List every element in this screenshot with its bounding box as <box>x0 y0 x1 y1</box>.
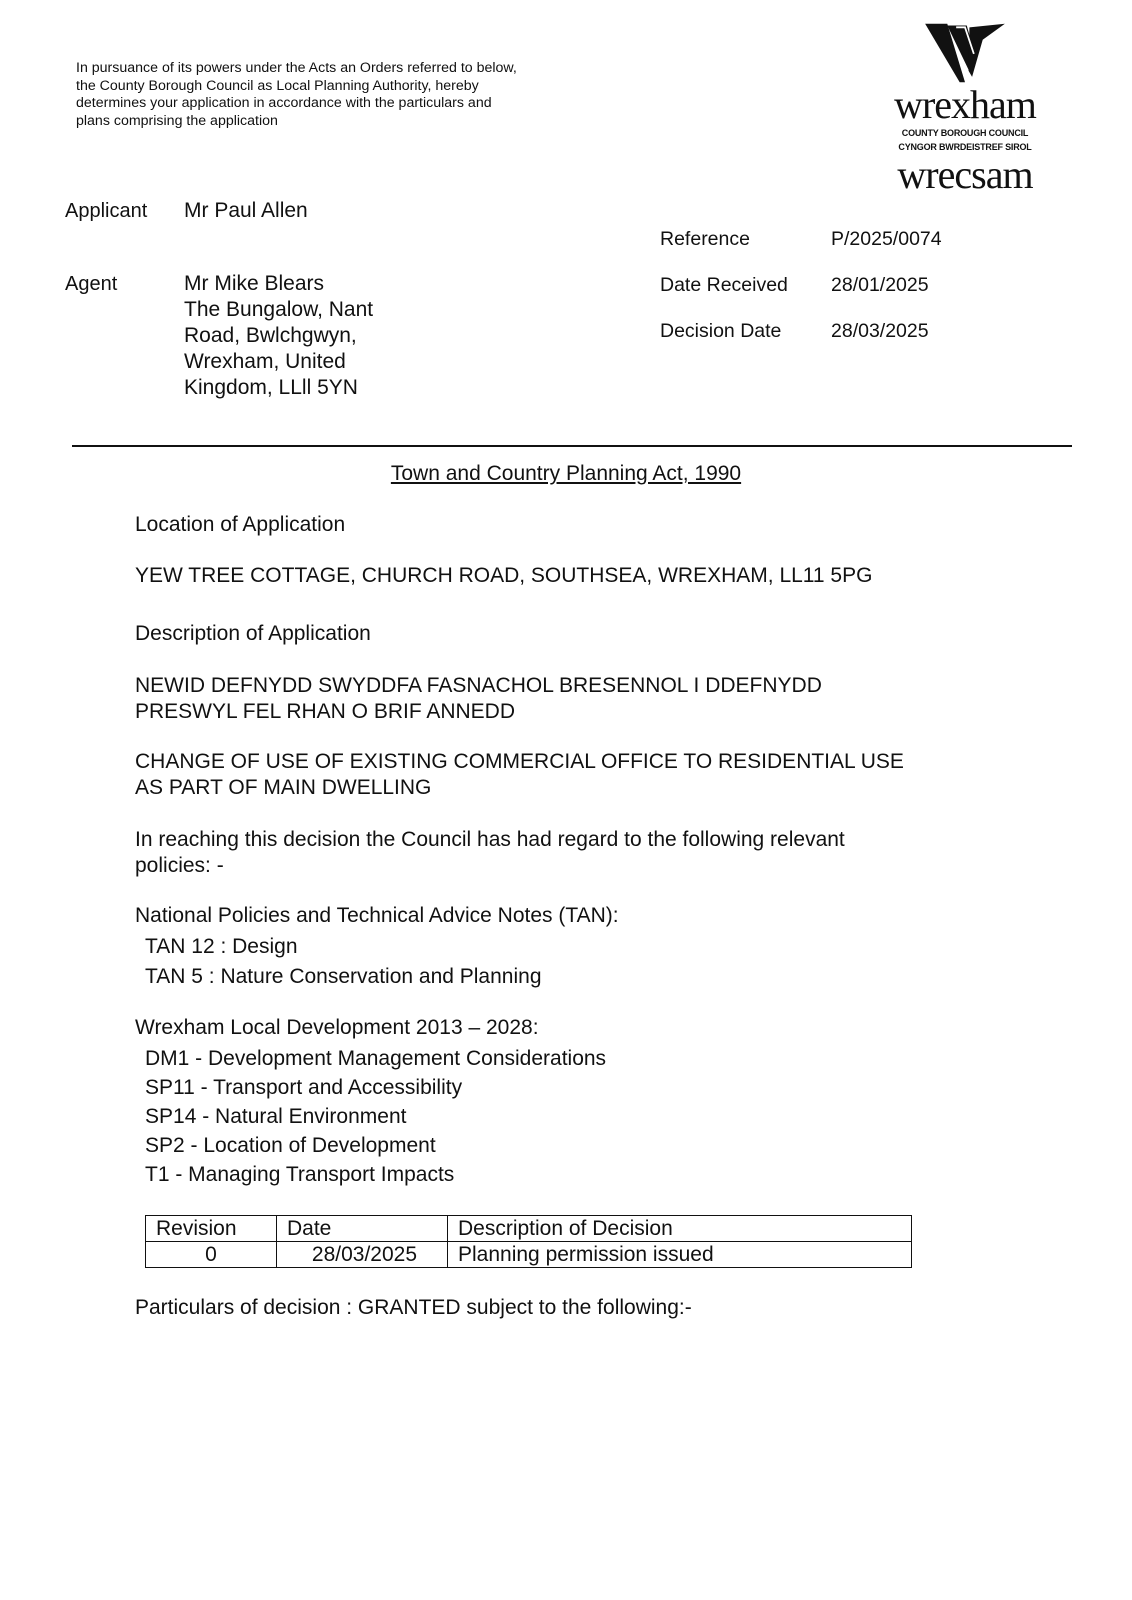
cell-description: Planning permission issued <box>448 1242 912 1268</box>
applicant-value: Mr Paul Allen <box>184 199 308 222</box>
act-title <box>0 461 1132 487</box>
table-header-row <box>146 1216 912 1242</box>
decision-table <box>145 1215 912 1268</box>
regard-line: In reaching this decision the Council has had regard to the following relevant <box>135 828 845 851</box>
national-policies-heading: National Policies and Technical Advice Notes (TAN): <box>135 904 619 927</box>
logo-name-en: wrexham <box>894 82 1036 127</box>
policy-item: T1 - Managing Transport Impacts <box>145 1163 455 1186</box>
policy-item: TAN 5 : Nature Conservation and Planning <box>145 965 542 988</box>
description-welsh <box>135 673 822 725</box>
intro-text: In pursuance of its powers under the Acts an Orders referred to below, the County Borough Council as Local Planning Authority, hereby determines your application in accordance with the particulars and plans comprising the application <box>76 60 517 129</box>
logo-line2: CYNGOR BWRDEISTREF SIROL <box>898 142 1032 152</box>
divider <box>72 445 1072 447</box>
w-emblem-icon <box>915 22 1015 84</box>
date-received-label: Date Received <box>660 274 788 296</box>
logo-line1: COUNTY BOROUGH COUNCIL <box>901 128 1029 138</box>
table-row <box>146 1242 912 1268</box>
applicant-label: Applicant <box>65 200 148 222</box>
policy-item: TAN 12 : Design <box>145 935 298 958</box>
agent-line: Kingdom, LLll 5YN <box>184 376 358 399</box>
description-line: CHANGE OF USE OF EXISTING COMMERCIAL OFFICE TO RESIDENTIAL USE <box>135 750 904 773</box>
policy-item: SP2 - Location of Development <box>145 1134 436 1157</box>
description-english <box>135 749 904 801</box>
location-value: YEW TREE COTTAGE, CHURCH ROAD, SOUTHSEA, WREXHAM, LL11 5PG <box>135 564 873 587</box>
local-policies-heading: Wrexham Local Development 2013 – 2028: <box>135 1016 539 1039</box>
particulars-of-decision: Particulars of decision : GRANTED subject to the following:- <box>135 1296 692 1319</box>
description-line: AS PART OF MAIN DWELLING <box>135 776 432 799</box>
policy-item: SP14 - Natural Environment <box>145 1105 407 1128</box>
date-received-value: 28/01/2025 <box>831 274 929 296</box>
reference-label: Reference <box>660 228 750 250</box>
description-line: NEWID DEFNYDD SWYDDFA FASNACHOL BRESENNOL I DDEFNYDD <box>135 674 822 697</box>
description-heading: Description of Application <box>135 622 371 645</box>
decision-date-label: Decision Date <box>660 320 782 342</box>
decision-date-value: 28/03/2025 <box>831 320 929 342</box>
agent-line: Road, Bwlchgwyn, <box>184 324 357 347</box>
policy-item: SP11 - Transport and Accessibility <box>145 1076 463 1099</box>
council-logo <box>880 22 1050 196</box>
description-line: PRESWYL FEL RHAN O BRIF ANNEDD <box>135 700 516 723</box>
local-policies-list <box>145 1044 606 1189</box>
regard-text <box>135 827 845 879</box>
cell-revision: 0 <box>146 1242 277 1268</box>
agent-address <box>184 271 373 401</box>
header-date: Date <box>277 1216 448 1242</box>
regard-line: policies: - <box>135 854 224 877</box>
agent-line: Mr Mike Blears <box>184 272 325 295</box>
act-title-text: Town and Country Planning Act, 1990 <box>390 462 742 485</box>
header-revision: Revision <box>146 1216 277 1242</box>
location-heading: Location of Application <box>135 513 346 536</box>
agent-line: Wrexham, United <box>184 350 346 373</box>
national-policies-list <box>145 932 542 992</box>
agent-line: The Bungalow, Nant <box>184 298 374 321</box>
policy-item: DM1 - Development Management Considerations <box>145 1047 607 1070</box>
cell-date: 28/03/2025 <box>277 1242 448 1268</box>
reference-value: P/2025/0074 <box>831 228 942 250</box>
logo-name-cy: wrecsam <box>897 152 1033 197</box>
header-description: Description of Decision <box>448 1216 912 1242</box>
agent-label: Agent <box>65 273 118 295</box>
